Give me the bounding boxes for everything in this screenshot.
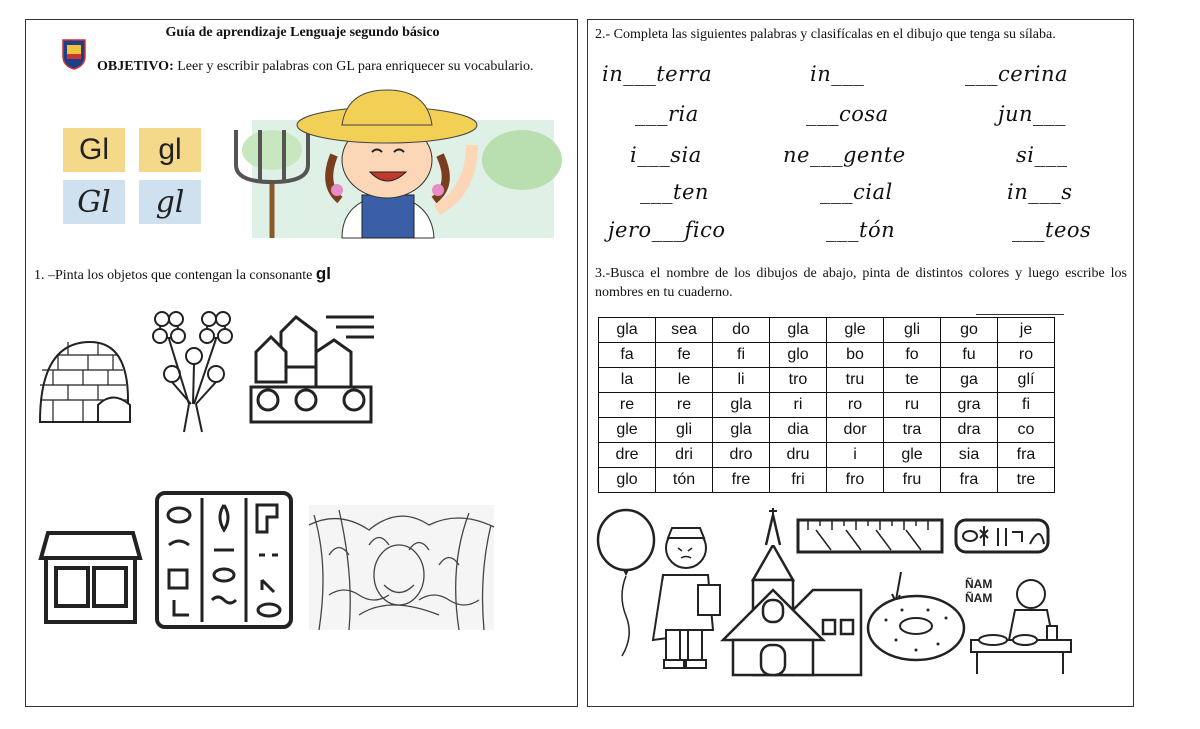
grid-cell[interactable]: co [998, 418, 1055, 443]
grid-cell[interactable]: le [656, 368, 713, 393]
grid-cell[interactable]: tón [656, 468, 713, 493]
grid-cell[interactable]: sea [656, 318, 713, 343]
word-blank[interactable]: ___tón [826, 218, 896, 242]
right-worksheet-panel [587, 19, 1134, 707]
card-lower-cursive: gl [139, 180, 201, 224]
grid-cell[interactable]: ru [884, 393, 941, 418]
grid-cell[interactable]: glo [599, 468, 656, 493]
grid-cell[interactable]: gla [599, 318, 656, 343]
word-blank[interactable]: ___cial [820, 180, 893, 204]
hieroglyph-strip-icon[interactable] [954, 518, 1050, 554]
grid-cell[interactable]: dor [827, 418, 884, 443]
ruler-icon[interactable] [796, 518, 944, 554]
grid-cell[interactable]: fru [884, 468, 941, 493]
word-blank[interactable]: in___terra [602, 62, 713, 86]
school-crest-icon [61, 38, 87, 70]
grid-cell[interactable]: gle [599, 418, 656, 443]
activity-1-instructions [34, 264, 331, 284]
objective-text: Leer y escribir palabras con GL para enriquecer su vocabulario. [173, 59, 534, 74]
grid-cell[interactable]: fra [998, 443, 1055, 468]
grid-cell[interactable]: fo [884, 343, 941, 368]
grid-cell[interactable]: gle [884, 443, 941, 468]
grid-cell[interactable]: fro [827, 468, 884, 493]
grid-cell[interactable]: dro [713, 443, 770, 468]
nam-nam-text-2: ÑAM [965, 591, 993, 605]
grid-cell[interactable]: gla [770, 318, 827, 343]
village-icon[interactable] [246, 312, 376, 424]
grid-cell[interactable]: ro [998, 343, 1055, 368]
donut-icon[interactable] [866, 570, 971, 665]
word-blank[interactable]: jero___fico [608, 218, 726, 242]
activity-2-instructions: 2.- Completa las siguientes palabras y clasifícalas en el dibujo que tenga su sílaba. [595, 27, 1056, 42]
igloo-icon[interactable] [38, 340, 133, 425]
grid-cell[interactable]: fi [998, 393, 1055, 418]
worksheet-title: Guía de aprendizaje Lenguaje segundo básico [165, 25, 440, 40]
grid-row [599, 393, 1055, 418]
card-upper-cursive: Gl [63, 180, 125, 224]
grid-cell[interactable]: li [713, 368, 770, 393]
grid-cell[interactable]: ro [827, 393, 884, 418]
grid-cell[interactable]: gli [656, 418, 713, 443]
activity-3-instructions: 3.-Busca el nombre de los dibujos de abajo, pinta de distintos colores y luego escribe los nombres en tu cuaderno. [595, 266, 1127, 300]
grid-row [599, 418, 1055, 443]
activity-1-consonant: gl [315, 264, 331, 283]
grid-cell[interactable]: ga [941, 368, 998, 393]
word-blank[interactable]: in___ [810, 62, 865, 86]
grid-cell[interactable]: fu [941, 343, 998, 368]
divider-line [976, 314, 1064, 315]
word-blank[interactable]: ___cosa [806, 102, 889, 126]
card-lower-print: gl [139, 128, 201, 172]
grid-cell[interactable]: fi [713, 343, 770, 368]
syllable-word-search-grid [598, 317, 1055, 493]
card-upper-print: Gl [63, 128, 125, 172]
activity-1-text: 1. –Pinta los objetos que contengan la consonante [34, 268, 316, 283]
grid-cell[interactable]: te [884, 368, 941, 393]
farm-girl-illustration [222, 90, 554, 238]
word-blank[interactable]: ___ten [640, 180, 709, 204]
word-blank[interactable]: ___cerina [965, 62, 1068, 86]
grid-cell[interactable]: gle [827, 318, 884, 343]
grid-cell[interactable]: ri [770, 393, 827, 418]
word-blank[interactable]: ___ria [635, 102, 699, 126]
grid-cell[interactable]: tru [827, 368, 884, 393]
grid-cell[interactable]: tre [998, 468, 1055, 493]
grid-cell[interactable]: gra [941, 393, 998, 418]
grid-cell[interactable]: dra [941, 418, 998, 443]
word-blank[interactable]: ne___gente [783, 143, 906, 167]
grid-cell[interactable]: je [998, 318, 1055, 343]
flower-bouquet-icon[interactable] [144, 304, 239, 434]
grid-cell[interactable]: re [656, 393, 713, 418]
nam-nam-text-1: ÑAM [965, 577, 993, 591]
grid-cell[interactable]: dri [656, 443, 713, 468]
grid-cell[interactable]: gli [884, 318, 941, 343]
grid-cell[interactable]: glo [770, 343, 827, 368]
grid-row [599, 318, 1055, 343]
left-worksheet-panel [25, 19, 578, 707]
objective [97, 59, 534, 75]
grid-cell[interactable]: dia [770, 418, 827, 443]
hieroglyphs-tablet-icon[interactable] [154, 490, 294, 630]
gladiator-kid-icon[interactable] [648, 520, 733, 680]
grid-cell[interactable]: tra [884, 418, 941, 443]
word-blank[interactable]: jun___ [998, 102, 1067, 126]
grid-cell[interactable]: do [713, 318, 770, 343]
grid-cell[interactable]: fe [656, 343, 713, 368]
word-blank[interactable]: i___sia [630, 143, 702, 167]
store-icon[interactable] [38, 530, 143, 625]
grid-cell[interactable]: fra [941, 468, 998, 493]
grid-cell[interactable]: dre [599, 443, 656, 468]
grid-cell[interactable]: glí [998, 368, 1055, 393]
grid-row [599, 468, 1055, 493]
grid-cell[interactable]: bo [827, 343, 884, 368]
jungle-illustration[interactable] [309, 505, 494, 630]
grid-cell[interactable]: sia [941, 443, 998, 468]
grid-cell[interactable]: fa [599, 343, 656, 368]
word-blank[interactable]: ___teos [1012, 218, 1092, 242]
grid-cell[interactable]: la [599, 368, 656, 393]
grid-cell[interactable]: gla [713, 393, 770, 418]
child-eating-icon[interactable] [963, 568, 1073, 678]
grid-row [599, 343, 1055, 368]
word-blank[interactable]: in___s [1007, 180, 1073, 204]
grid-cell[interactable]: dru [770, 443, 827, 468]
grid-cell[interactable]: fre [713, 468, 770, 493]
grid-cell[interactable]: re [599, 393, 656, 418]
grid-row [599, 368, 1055, 393]
grid-row [599, 443, 1055, 468]
grid-cell[interactable]: gla [713, 418, 770, 443]
grid-cell[interactable]: go [941, 318, 998, 343]
grid-cell[interactable]: i [827, 443, 884, 468]
grid-cell[interactable]: tro [770, 368, 827, 393]
objective-label: OBJETIVO: [97, 59, 174, 74]
balloon-icon[interactable] [596, 510, 656, 660]
word-blank[interactable]: si___ [1016, 143, 1068, 167]
grid-cell[interactable]: fri [770, 468, 827, 493]
